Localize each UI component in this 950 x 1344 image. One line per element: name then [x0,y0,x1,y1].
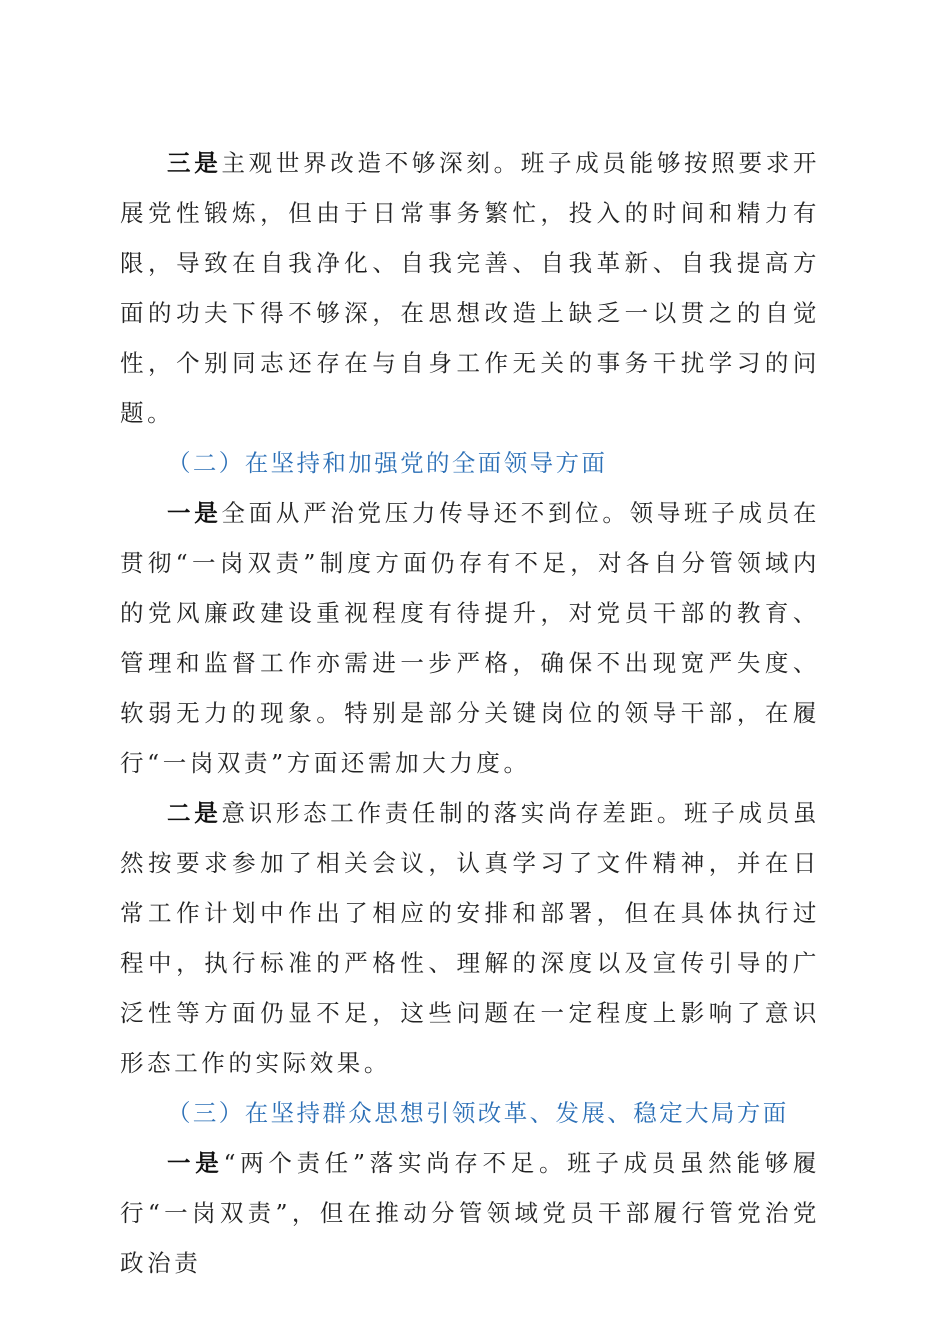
document-body [120,138,820,1288]
paragraph-three [120,138,820,438]
section-heading-three: （三）在坚持群众思想引领改革、发展、稳定大局方面 [167,1099,789,1127]
paragraph-text: “两个责任”落实尚存不足。班子成员虽然能够履行“一岗双责”，但在推动分管领域党员干部履行管党治党政治责 [120,1149,821,1277]
paragraph-lead: 二是 [167,799,222,827]
paragraph-two [120,788,820,1088]
paragraph-one [120,488,820,788]
paragraph-lead: 一是 [167,499,222,527]
paragraph-lead: 三是 [167,149,222,177]
paragraph-one-cont [120,1138,820,1288]
paragraph-text: 意识形态工作责任制的落实尚存差距。班子成员虽然按要求参加了相关会议，认真学习了文件精神，并在日常工作计划中作出了相应的安排和部署，但在具体执行过程中，执行标准的严格性、理解的深度以及宣传引导的广泛性等方面仍显不足，这些问题在一定程度上影响了意识形态工作的实际效果。 [120,799,821,1077]
paragraph-text: 主观世界改造不够深刻。班子成员能够按照要求开展党性锻炼，但由于日常事务繁忙，投入的时间和精力有限，导致在自我净化、自我完善、自我革新、自我提高方面的功夫下得不够深，在思想改造上缺乏一以贯之的自觉性，个别同志还存在与自身工作无关的事务干扰学习的问题。 [120,149,821,427]
paragraph-text: 全面从严治党压力传导还不到位。领导班子成员在贯彻“一岗双责”制度方面仍存有不足，对各自分管领域内的党风廉政建设重视程度有待提升，对党员干部的教育、管理和监督工作亦需进一步严格，确保不出现宽严失度、软弱无力的现象。特别是部分关键岗位的领导干部，在履行“一岗双责”方面还需加大力度。 [120,499,821,777]
section-heading-two: （二）在坚持和加强党的全面领导方面 [167,449,608,477]
paragraph-lead: 一是 [167,1149,224,1177]
